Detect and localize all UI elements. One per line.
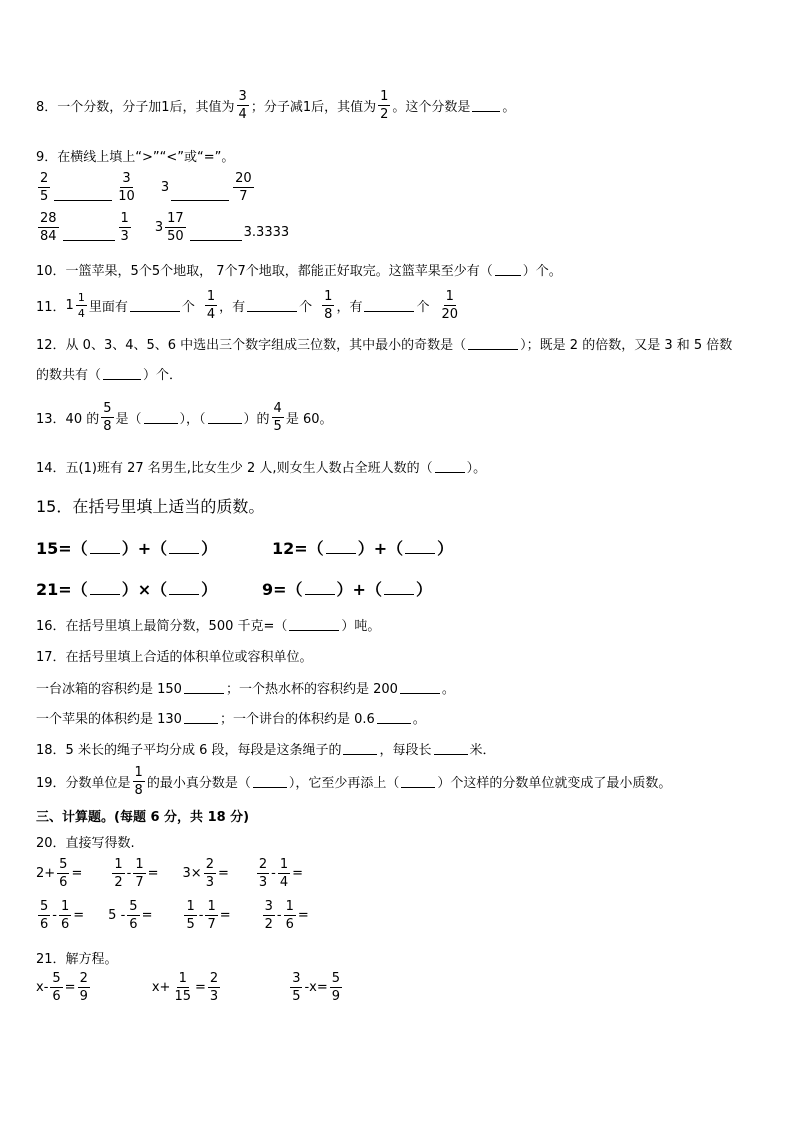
question-9-row-1 [36, 172, 256, 203]
expr: 3× [182, 866, 202, 881]
eq-part: ）×（ [121, 580, 168, 599]
expr: = [64, 980, 76, 995]
fraction: $\frac{3}{4}$ [238, 89, 247, 122]
q12-text-d: ）个． [143, 368, 183, 383]
answer-blank[interactable] [384, 582, 414, 595]
eq-part: ） [201, 580, 218, 599]
question-19 [36, 766, 671, 797]
mixed-whole: 3 [154, 220, 164, 235]
answer-blank[interactable] [103, 367, 141, 380]
q16-text-b: ）吨。 [341, 619, 381, 634]
number: 3.3333 [243, 225, 290, 240]
fraction: $\frac{5}{6}$ [40, 899, 49, 932]
number: 3 [160, 180, 170, 195]
q19-text-b: 的最小真分数是（ [146, 776, 251, 791]
eq-part: ）+（ [357, 539, 404, 558]
answer-blank[interactable] [253, 775, 287, 788]
expr: = [71, 866, 83, 881]
q19-text-c: ），它至少再添上（ [288, 776, 400, 791]
question-17-line-2 [36, 708, 426, 727]
q19-text-a: 19．分数单位是 [36, 776, 131, 791]
q19-text-d: ）个这样的分数单位就变成了最小质数。 [437, 776, 672, 791]
q13-text-d: ）的 [243, 412, 270, 427]
question-15-eq-1 [36, 536, 217, 559]
q10-text-a: 10．一篮苹果，5个5个地取， 7个7个地取，都能正好取完。这篮苹果至少有（ [36, 264, 493, 279]
q12-text-a: 12．从 0、3、4、5、6 中选出三个数字组成三位数，其中最小的奇数是（ [36, 338, 467, 353]
fraction: $\frac{2}{3}$ [209, 971, 219, 1004]
fraction: $\frac{1}{6}$ [285, 899, 294, 932]
expr: -x= [304, 980, 328, 995]
fraction: $\frac{28}{84}$ [40, 211, 57, 244]
question-21-title [36, 948, 118, 967]
question-20-row-2 [36, 900, 309, 931]
answer-blank[interactable] [400, 681, 440, 694]
question-16 [36, 615, 380, 634]
q11-text-c: 个 [181, 300, 195, 315]
expr: = [217, 866, 229, 881]
section-3-title [36, 806, 249, 825]
expr: = [195, 980, 206, 995]
question-12-line-1 [36, 334, 732, 353]
q17-text: 。 [412, 712, 426, 727]
q10-text-b: ）个。 [522, 264, 562, 279]
answer-blank[interactable] [63, 228, 115, 241]
eq-part: ） [415, 580, 432, 599]
expr: 2+ [36, 866, 56, 881]
question-8 [36, 90, 515, 121]
question-18 [36, 739, 496, 758]
answer-blank[interactable] [434, 742, 468, 755]
q17-text: 一台冰箱的容积约是 150 [36, 682, 182, 697]
expr: - [126, 866, 132, 881]
fraction: $\frac{2}{5}$ [40, 171, 49, 204]
answer-blank[interactable] [184, 711, 218, 724]
q17-text: ；一个讲台的体积约是 0.6 [219, 712, 375, 727]
q13-text-a: 13．40 的 [36, 412, 100, 427]
question-20-row-1 [36, 858, 303, 889]
answer-blank[interactable] [326, 541, 356, 554]
question-14 [36, 457, 486, 476]
question-11 [36, 290, 462, 321]
answer-blank[interactable] [468, 337, 518, 350]
eq-part: 12=（ [272, 539, 324, 558]
q16-text-a: 16．在括号里填上最简分数，500 千克=（ [36, 619, 288, 634]
fraction: $\frac{5}{8}$ [103, 401, 112, 434]
q17-text: 。 [441, 682, 455, 697]
q14-text-a: 14．五(1)班有 27 名男生,比女生少 2 人,则女生人数占全班人数的（ [36, 461, 433, 476]
fraction: $\frac{1}{8}$ [324, 289, 333, 322]
q11-text-i: 个 [416, 300, 430, 315]
question-9-title [36, 146, 234, 165]
q8-text-a: 8．一个分数，分子加1后，其值为 [36, 100, 235, 115]
q8-text-d: 。 [502, 100, 516, 115]
answer-blank[interactable] [184, 681, 224, 694]
fraction: $\frac{20}{7}$ [235, 171, 252, 204]
q11-text-a: 11． [36, 300, 66, 315]
q18-text-c: 米． [469, 743, 496, 758]
answer-blank[interactable] [401, 775, 435, 788]
eq-part: ）+（ [121, 539, 168, 558]
q17-title: 17．在括号里填上合适的体积单位或容积单位。 [36, 650, 313, 665]
answer-blank[interactable] [247, 299, 297, 312]
question-9-row-2 [36, 212, 289, 243]
expr: - [271, 866, 276, 881]
q13-text-c: ），（ [179, 412, 206, 427]
expr: = [292, 866, 304, 881]
question-10 [36, 260, 562, 279]
fraction: $\frac{3}{2}$ [264, 899, 273, 932]
q8-text-c: 。这个分数是 [392, 100, 471, 115]
question-21-row [36, 972, 344, 1003]
fraction: $\frac{1}{2}$ [114, 857, 123, 890]
q11-text-h: ，有 [336, 300, 363, 315]
mixed-whole: 1 [65, 298, 74, 313]
eq-part: 15=（ [36, 539, 88, 558]
answer-blank[interactable] [130, 299, 180, 312]
expr: 5 - [108, 908, 126, 923]
expr: - [52, 908, 57, 923]
fraction: $\frac{1}{4}$ [279, 857, 289, 890]
q21-title: 21．解方程。 [36, 952, 118, 967]
question-15-eq-2 [272, 536, 453, 559]
question-15-title [36, 494, 264, 517]
fraction: $\frac{1}{3}$ [120, 211, 129, 244]
fraction: $\frac{1}{15}$ [174, 971, 191, 1004]
q17-text: 一个苹果的体积约是 130 [36, 712, 182, 727]
answer-blank[interactable] [54, 188, 112, 201]
answer-blank[interactable] [208, 411, 242, 424]
answer-blank[interactable] [364, 299, 414, 312]
fraction: $\frac{3}{10}$ [118, 171, 135, 204]
q11-text-b: 里面有 [88, 300, 128, 315]
expr: = [141, 908, 153, 923]
expr: = [147, 866, 159, 881]
q12-text-c: 的数共有（ [36, 368, 102, 383]
fraction: $\frac{1}{8}$ [134, 765, 143, 798]
fraction: $\frac{3}{5}$ [292, 971, 301, 1004]
expr: = [219, 908, 231, 923]
fraction: $\frac{2}{3}$ [258, 857, 268, 890]
answer-blank[interactable] [377, 711, 411, 724]
answer-blank[interactable] [472, 99, 500, 112]
question-20-title [36, 832, 135, 851]
q9-title: 9．在横线上填上“>”“<”或“=”。 [36, 150, 235, 165]
fraction: $\frac{1}{7}$ [135, 857, 144, 890]
q12-text-b: ）；既是 2 的倍数，又是 3 和 5 倍数 [520, 338, 733, 353]
fraction: $\frac{1}{2}$ [380, 89, 389, 122]
expr: = [297, 908, 309, 923]
fraction: $\frac{1}{4}$ [206, 289, 216, 322]
expr: x- [36, 980, 49, 995]
eq-part: ） [437, 539, 454, 558]
answer-blank[interactable] [144, 411, 178, 424]
expr: - [198, 908, 204, 923]
q18-text-b: ，每段长 [379, 743, 432, 758]
answer-blank[interactable] [90, 541, 120, 554]
fraction: $\frac{5}{6}$ [129, 899, 138, 932]
answer-blank[interactable] [90, 582, 120, 595]
answer-blank[interactable] [169, 582, 199, 595]
question-17-line-1 [36, 678, 455, 697]
section-title: 三、计算题。(每题 6 分，共 18 分) [36, 810, 250, 825]
answer-blank[interactable] [405, 541, 435, 554]
answer-blank[interactable] [435, 460, 465, 473]
answer-blank[interactable] [171, 188, 229, 201]
eq-part: 21=（ [36, 580, 88, 599]
answer-blank[interactable] [305, 582, 335, 595]
fraction: $\frac{1}{7}$ [207, 899, 216, 932]
eq-part: ）+（ [336, 580, 382, 599]
fraction: $\frac{1}{6}$ [60, 899, 70, 932]
expr: = [73, 908, 85, 923]
question-15-eq-3 [36, 577, 217, 600]
q14-text-b: ）。 [466, 461, 487, 476]
q17-text: ；一个热水杯的容积约是 200 [225, 682, 398, 697]
answer-blank[interactable] [289, 618, 339, 631]
q18-text-a: 18．5 米长的绳子平均分成 6 段，每段是这条绳子的 [36, 743, 342, 758]
eq-part: 9=（ [262, 580, 303, 599]
fraction: $\frac{4}{5}$ [273, 401, 282, 434]
question-15-eq-4 [262, 577, 432, 600]
answer-blank[interactable] [190, 228, 242, 241]
fraction: $\frac{5}{9}$ [331, 971, 341, 1004]
fraction: $\frac{17}{50}$ [167, 211, 184, 244]
answer-blank[interactable] [343, 742, 377, 755]
fraction: $\frac{1}{5}$ [186, 899, 195, 932]
q8-text-b: ；分子减1后，其值为 [250, 100, 377, 115]
fraction: $\frac{1}{20}$ [441, 289, 459, 322]
question-13 [36, 402, 333, 433]
q20-title: 20．直接写得数. [36, 836, 135, 851]
question-12-line-2 [36, 364, 182, 383]
eq-part: ） [201, 539, 218, 558]
q15-title: 15．在括号里填上适当的质数。 [36, 497, 265, 516]
expr: - [276, 908, 282, 923]
q13-text-b: 是（ [115, 412, 142, 427]
answer-blank[interactable] [495, 263, 521, 276]
fraction: $\frac{5}{6}$ [52, 971, 61, 1004]
expr: x+ [151, 980, 171, 995]
q11-text-g: 个 [299, 300, 313, 315]
q13-text-e: 是 60。 [285, 412, 333, 427]
fraction: $\frac{5}{6}$ [59, 857, 68, 890]
fraction: $\frac{1}{4}$ [77, 291, 85, 320]
fraction: $\frac{2}{3}$ [205, 857, 214, 890]
answer-blank[interactable] [169, 541, 199, 554]
question-17-title [36, 646, 313, 665]
fraction: $\frac{2}{9}$ [79, 971, 88, 1004]
q11-text-e: ，有 [219, 300, 246, 315]
